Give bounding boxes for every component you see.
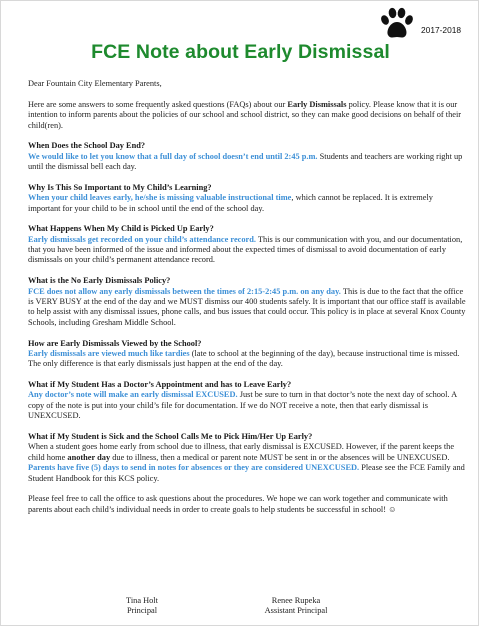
school-year: 2017-2018 [421,25,462,35]
faq-answer: Early dismissals are viewed much like tardies (late to school at the beginning of the day), because instructional time is missed. The only difference is that early dismissals just happen at the end of the day. [28,348,460,369]
faq-question: When Does the School Day End? [28,141,146,151]
signer-name: Tina Holt [126,596,158,605]
page-title: FCE Note about Early Dismissal [91,41,390,63]
faq-question: Why Is This So Important to My Child’s Learning? [28,182,212,192]
faq-question: What if My Student is Sick and the School Calls Me to Pick Him/Her Up Early? [28,431,313,441]
faq-answer: Any doctor’s note will make an early dismissal EXCUSED. Just be sure to turn in that doctor’s note the next day of school. A copy of the note is put into your child’s file for documentation. If we do NOT receive a note, then that early dismissal is UNEXCUSED. [28,390,457,421]
faq-answer: FCE does not allow any early dismissals between the times of 2:15-2:45 p.m. on any day. This is due to the fact that the office is VERY BUSY at the end of the day and we MUST dismiss our 400 students safely. It is important that our office staff is available to help assist with any dismissal issues, phone calls, and bus issues that could occur. This policy is in place at several Knox County Schools, including Gresham Middle School. [28,286,466,327]
signer-name: Renee Rupeka [271,596,321,605]
closing-paragraph: Please feel free to call the office to ask questions about the procedures. We hope we can work together and communicate with parents about each child’s individual needs in order to create goals to help students be successful in school! ☺ [28,494,448,514]
faq-answer: We would like to let you know that a full day of school doesn’t end until 2:45 p.m. Students and teachers are working right up until the dismissal bell each day. [28,151,463,172]
faq-question: How are Early Dismissals Viewed by the School? [28,338,202,348]
faq-question: What if My Student Has a Doctor’s Appointment and has to Leave Early? [28,380,292,390]
faq-answer: When a student goes home early from school due to illness, that early dismissal is EXCUSED. However, if the parent keeps the child home another day due to illness, then a medical or parent note MUST be sent in or the absences will be UNEXCUSED. Parents have five (5) days to send in notes for absences or they are considered UNEXCUSED. Please see the FCE Family and Student Handbook for this KCS policy. [28,442,465,483]
signature-principal [114,596,170,617]
greeting: Dear Fountain City Elementary Parents, [28,79,162,88]
policy-name: Early Dismissals [287,99,347,109]
signature-assistant-principal [256,596,336,617]
intro-paragraph: Here are some answers to some frequently asked questions (FAQs) about our Early Dismissals policy. Please know that it is our intention to inform parents about the policies of our school and school district, so they can make good decisions on behalf of their child(ren). [28,99,462,130]
letter-body [28,79,466,515]
signer-role: Assistant Principal [264,606,328,616]
faq-question: What is the No Early Dismissals Policy? [28,276,171,286]
faq-answer: Early dismissals get recorded on your child’s attendance record. This is our communication with you, and our documentation, that you have been informed of the issue and informed about the expected times of dismissal to avoid documentation of early dismissals on your child’s permanent attendance record. [28,234,463,265]
signer-role: Principal [126,606,158,616]
faq-question: What Happens When My Child is Picked Up Early? [28,224,214,234]
paw-print-icon [379,7,415,41]
faq-answer: When your child leaves early, he/she is missing valuable instructional time, which cannot be replaced. It is extremely important for your child to be in school until the end of the school day. [28,193,433,213]
